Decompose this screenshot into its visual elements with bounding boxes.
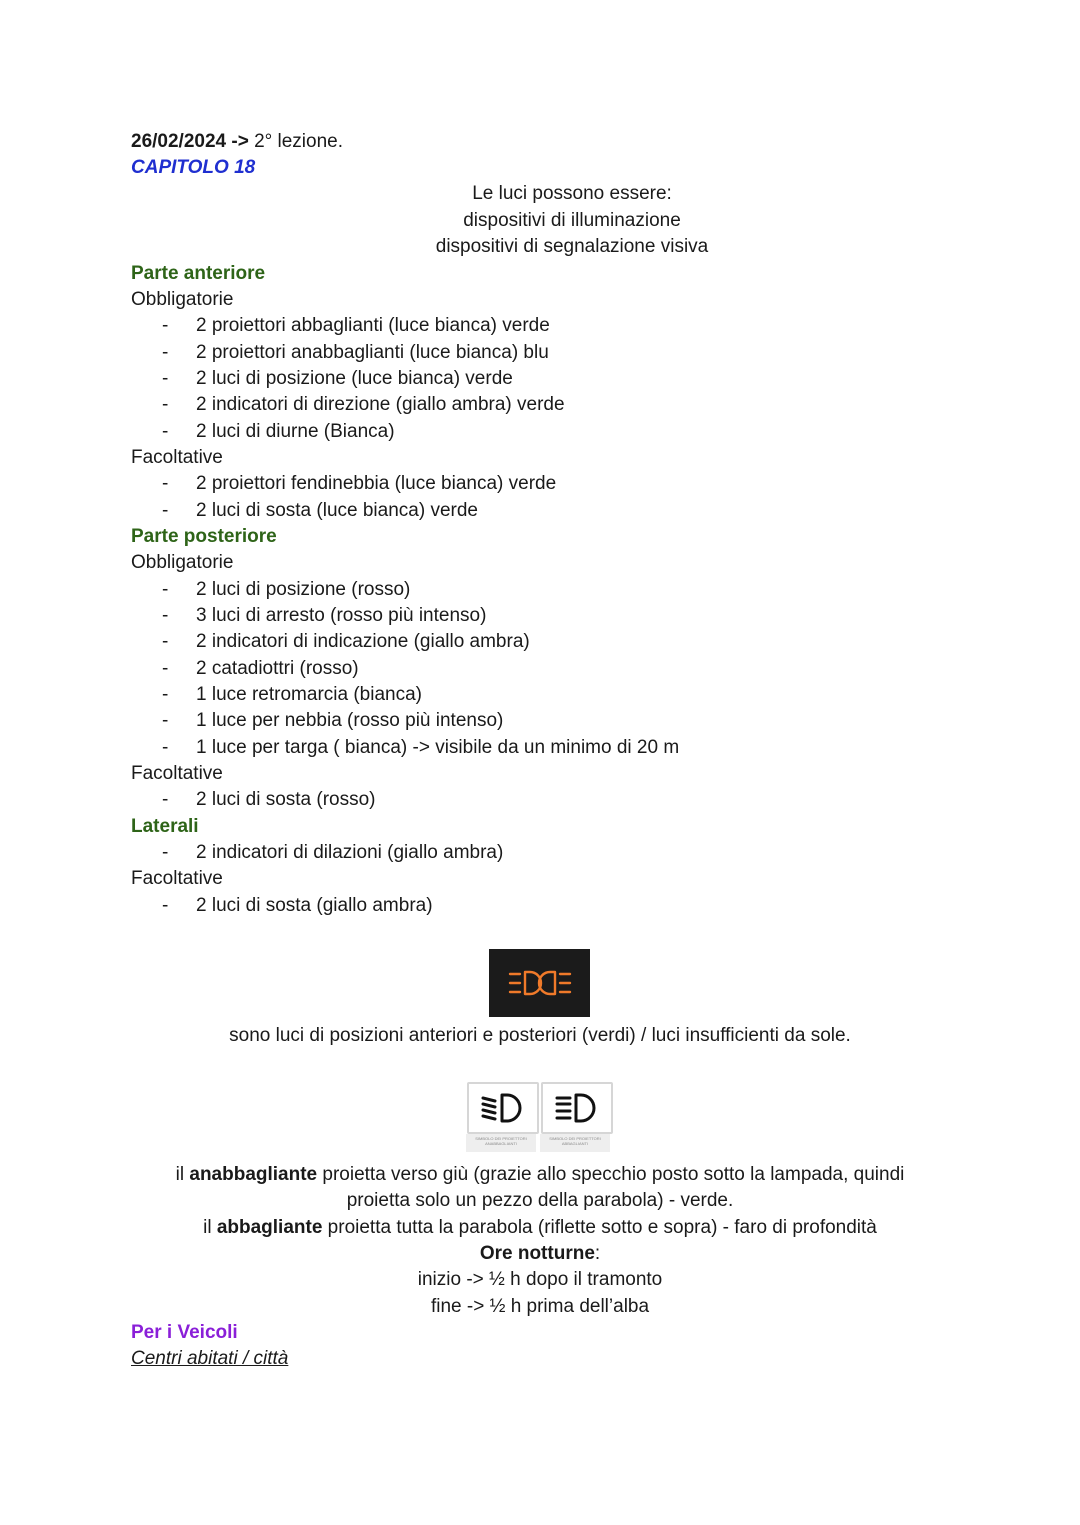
intro-line-2: dispositivi di illuminazione (463, 210, 681, 231)
vehicles-subtitle: Centri abitati / città (131, 1348, 289, 1369)
bullet-dash: - (162, 368, 169, 389)
header-line (131, 131, 343, 153)
high-beam-icon (554, 1092, 600, 1124)
bullet-dash: - (162, 895, 169, 916)
rear-optional-label: Facoltative (131, 763, 223, 784)
list-item: 2 luci di diurne (Bianca) (196, 421, 395, 442)
high-beam-term: abbagliante (216, 1217, 323, 1238)
list-item: 1 luce per targa ( bianca) -> visibile da un minimo di 20 m (196, 737, 680, 758)
bullet-dash: - (162, 473, 169, 494)
list-item: 2 luci di posizione (luce bianca) verde (196, 368, 513, 389)
list-item: 2 proiettori fendinebbia (luce bianca) verde (196, 473, 557, 494)
night-hours-title (0, 1243, 1080, 1265)
bullet-dash: - (162, 658, 169, 679)
list-item: 1 luce per nebbia (rosso più intenso) (196, 710, 504, 731)
high-beam-symbol (541, 1082, 613, 1134)
position-lamp-symbol-icon (508, 968, 572, 998)
list-item: 2 indicatori di dilazioni (giallo ambra) (196, 842, 504, 863)
low-beam-desc: proietta verso giù (grazie allo specchio posto sotto la lampada, quindi (317, 1164, 905, 1185)
position-lights-icon (489, 949, 590, 1017)
high-beam-text (0, 1217, 1080, 1239)
bullet-dash: - (162, 789, 169, 810)
bullet-dash: - (162, 710, 169, 731)
bullet-dash: - (162, 315, 169, 336)
bullet-dash: - (162, 579, 169, 600)
list-item: 3 luci di arresto (rosso più intenso) (196, 605, 487, 626)
front-mandatory-label: Obbligatorie (131, 289, 234, 310)
front-title: Parte anteriore (131, 263, 266, 284)
bullet-dash: - (162, 605, 169, 626)
list-item: 2 luci di sosta (luce bianca) verde (196, 500, 478, 521)
bullet-dash: - (162, 342, 169, 363)
rear-mandatory-label: Obbligatorie (131, 552, 234, 573)
low-beam-caption: SIMBOLO DEI PROIETTORI ANABBAGLIANTI (466, 1134, 536, 1152)
rear-title: Parte posteriore (131, 526, 277, 547)
low-beam-term: anabbagliante (189, 1164, 318, 1185)
night-start: inizio -> ½ h dopo il tramonto (417, 1269, 663, 1290)
list-item: 2 proiettori anabbaglianti (luce bianca) blu (196, 342, 549, 363)
list-item: 1 luce retromarcia (bianca) (196, 684, 422, 705)
list-item: 2 indicatori di direzione (giallo ambra) verde (196, 394, 565, 415)
front-optional-label: Facoltative (131, 447, 223, 468)
chapter-title: CAPITOLO 18 (131, 157, 256, 178)
intro-line-1: Le luci possono essere: (472, 183, 672, 204)
list-item: 2 catadiottri (rosso) (196, 658, 359, 679)
lesson: 2° lezione. (248, 131, 344, 152)
high-beam-caption: SIMBOLO DEI PROIETTORI ABBAGLIANTI (540, 1134, 610, 1152)
bullet-dash: - (162, 500, 169, 521)
low-beam-text-line-1 (0, 1164, 1080, 1186)
night-title-colon: : (594, 1243, 601, 1264)
high-beam-desc: proietta tutta la parabola (riflette sotto e sopra) - faro di profondità (322, 1217, 877, 1238)
intro-line-3: dispositivi di segnalazione visiva (435, 236, 709, 257)
bullet-dash: - (162, 842, 169, 863)
side-title: Laterali (131, 816, 199, 837)
night-title-text: Ore notturne (479, 1243, 595, 1264)
bullet-dash: - (162, 737, 169, 758)
date: 26/02/2024 -> (131, 131, 249, 152)
low-beam-symbol (467, 1082, 539, 1134)
position-lights-caption: sono luci di posizioni anteriori e posteriori (verdi) / luci insufficienti da sole. (229, 1025, 851, 1046)
list-item: 2 luci di sosta (rosso) (196, 789, 376, 810)
high-beam-prefix: il (203, 1217, 217, 1238)
night-end: fine -> ½ h prima dell’alba (430, 1296, 650, 1317)
bullet-dash: - (162, 394, 169, 415)
low-beam-icon (480, 1092, 526, 1124)
low-beam-prefix: il (175, 1164, 190, 1185)
list-item: 2 luci di sosta (giallo ambra) (196, 895, 433, 916)
vehicles-title: Per i Veicoli (131, 1322, 238, 1343)
bullet-dash: - (162, 631, 169, 652)
list-item: 2 indicatori di indicazione (giallo ambra) (196, 631, 530, 652)
list-item: 2 proiettori abbaglianti (luce bianca) verde (196, 315, 550, 336)
bullet-dash: - (162, 684, 169, 705)
low-beam-text-line-2: proietta solo un pezzo della parabola) - verde. (346, 1190, 734, 1211)
list-item: 2 luci di posizione (rosso) (196, 579, 411, 600)
bullet-dash: - (162, 421, 169, 442)
side-optional-label: Facoltative (131, 868, 223, 889)
